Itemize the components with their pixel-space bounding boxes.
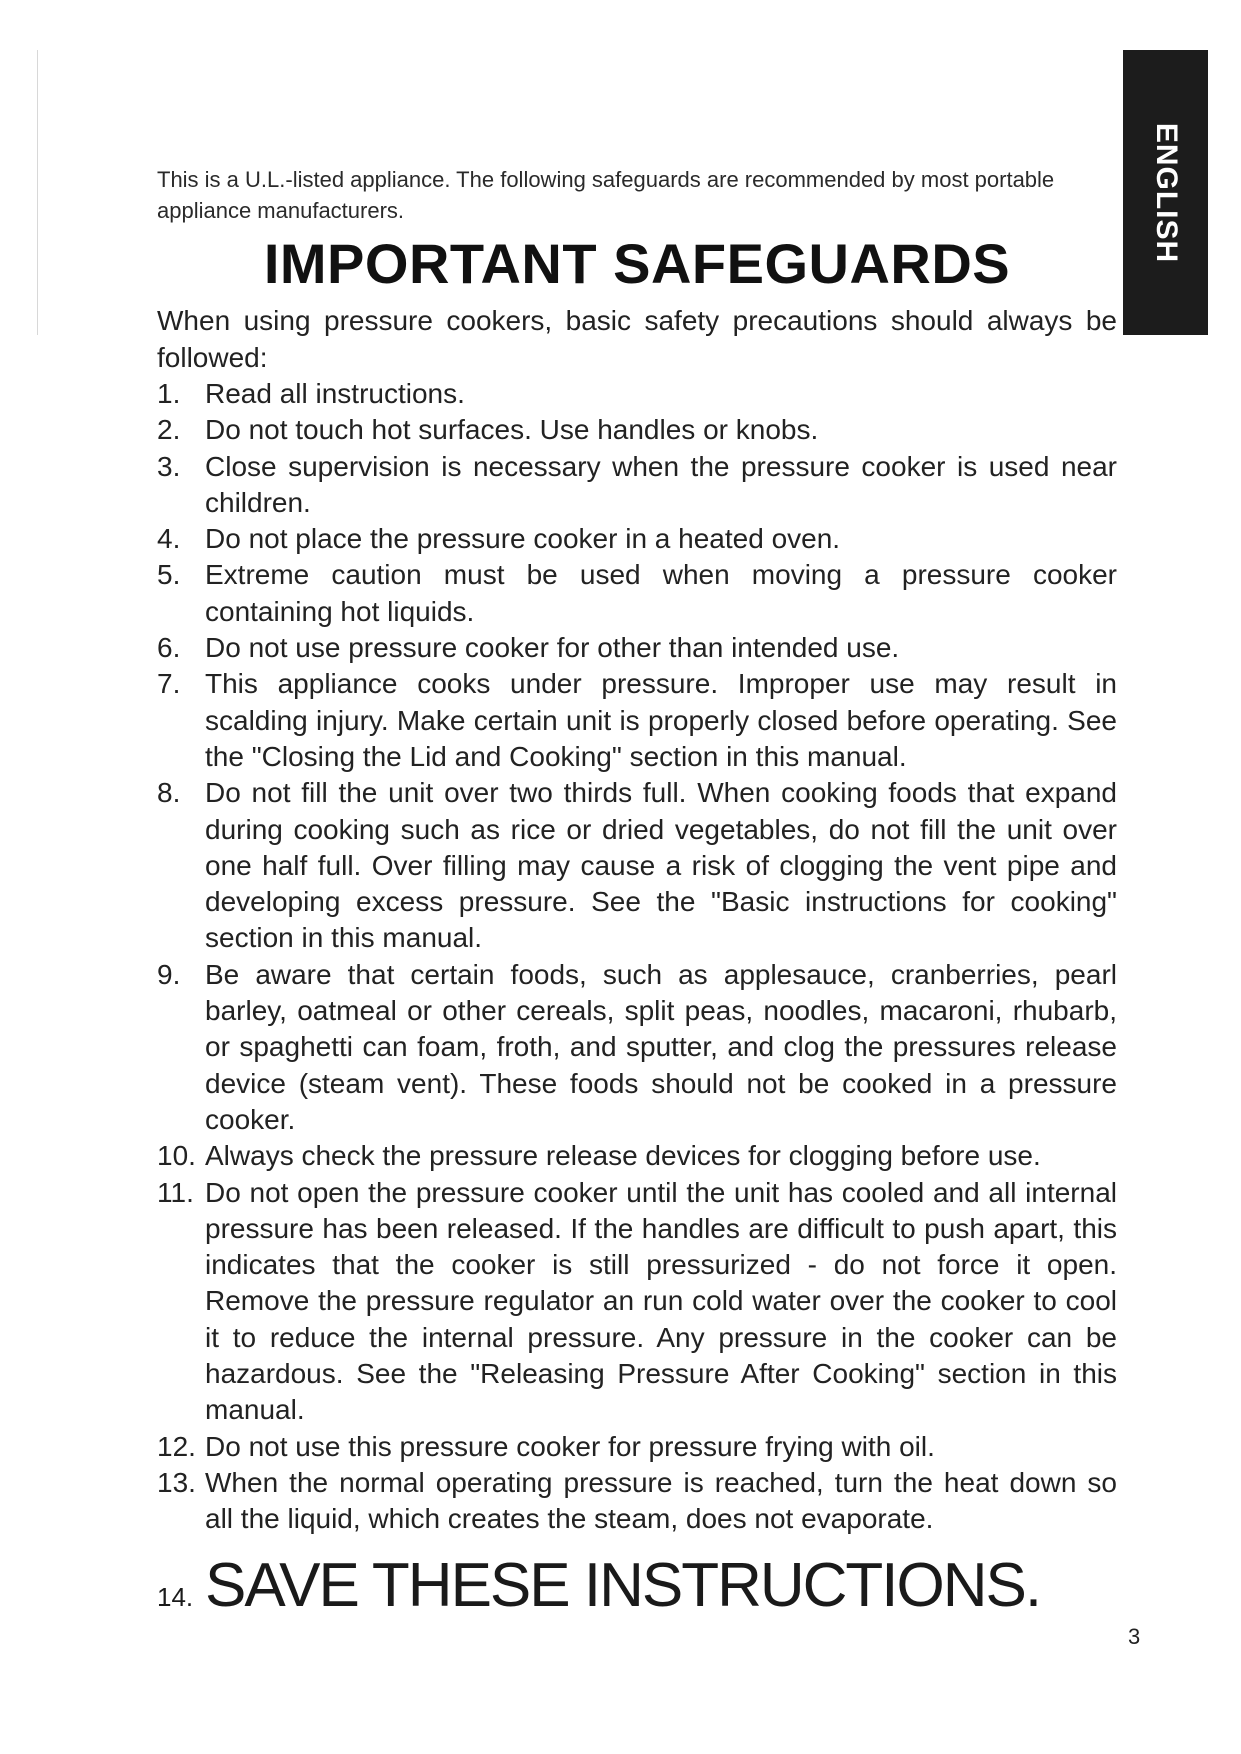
page-number: 3 (1128, 1624, 1141, 1649)
item-text: When the normal operating pressure is reached, turn the heat down so all the liquid, which creates the steam, does not evaporate. (205, 1466, 1117, 1535)
list-item (157, 557, 1117, 630)
page-content (157, 164, 1117, 1622)
item-number: 9. (157, 958, 181, 990)
item-number: 8. (157, 777, 181, 809)
item-number: 4. (157, 523, 181, 555)
lead-text: When using pressure cookers, basic safety precautions should always be followed: (157, 305, 1117, 373)
item-text: Do not touch hot surfaces. Use handles or knobs. (205, 414, 819, 446)
item-text: Close supervision is necessary when the pressure cooker is used near children. (205, 450, 1117, 518)
list-item (157, 957, 1117, 1138)
item-text: Always check the pressure release devices for clogging before use. (205, 1140, 1041, 1172)
item-number: 11. (157, 1176, 194, 1208)
list-item (157, 376, 1117, 412)
final-item-number: 14. (157, 1581, 194, 1612)
margin-rule (37, 50, 38, 335)
item-number: 13. (157, 1466, 196, 1498)
item-number: 5. (157, 559, 181, 591)
list-item (157, 775, 1117, 956)
item-number: 10. (157, 1140, 196, 1172)
list-item (157, 521, 1117, 557)
item-text: Do not place the pressure cooker in a heated oven. (205, 523, 841, 555)
item-number: 1. (157, 378, 181, 409)
language-label: ENGLISH (1149, 122, 1183, 263)
item-number: 6. (157, 632, 181, 664)
item-number: 7. (157, 668, 181, 700)
list-item (157, 1429, 1117, 1465)
list-item (157, 1138, 1117, 1174)
final-item-text: SAVE THESE INSTRUCTIONS. (205, 1550, 1041, 1620)
list-item (157, 412, 1117, 448)
item-text: This appliance cooks under pressure. Improper use may result in scalding injury. Make certain unit is properly closed before operating. See the "Closing the Lid and Cooking" section in this manual. (205, 668, 1117, 772)
item-text: Do not use this pressure cooker for pressure frying with oil. (205, 1430, 935, 1462)
item-text: Read all instructions. (205, 378, 465, 409)
item-text: Do not open the pressure cooker until the unit has cooled and all internal pressure has been released. If the handles are difficult to push apart, this indicates that the cooker is still pressurized - do not force it open. Remove the pressure regulator an run cold water over the cooker to cool it to reduce the internal pressure. Any pressure in the cooker can be hazardous. See the "Releasing Pressure After Cooking" section in this manual. (205, 1176, 1117, 1426)
item-text: Do not use pressure cooker for other than intended use. (205, 632, 900, 664)
item-number: 3. (157, 450, 181, 482)
item-text: Be aware that certain foods, such as applesauce, cranberries, pearl barley, oatmeal or other cereals, split peas, noodles, macaroni, rhubarb, or spaghetti can foam, froth, and sputter, and clog the pressures release device (steam vent). These foods should not be cooked in a pressure cooker. (205, 958, 1117, 1135)
item-text: Extreme caution must be used when moving a pressure cooker containing hot liquids. (205, 559, 1117, 627)
item-text: Do not fill the unit over two thirds full. When cooking foods that expand during cooking such as rice or dried vegetables, do not fill the unit over one half full. Over filling may cause a risk of clogging the vent pipe and developing excess pressure. See the "Basic instructions for cooking" section in this manual. (205, 777, 1117, 954)
language-tab (1123, 50, 1208, 335)
item-number: 12. (157, 1430, 196, 1462)
list-item (157, 666, 1117, 775)
page-title: IMPORTANT SAFEGUARDS (263, 232, 1011, 295)
safeguards-list (157, 376, 1117, 1538)
intro-text: This is a U.L.-listed appliance. The following safeguards are recommended by most portable appliance manufacturers. (157, 167, 1055, 223)
list-item (157, 630, 1117, 666)
list-item (157, 1175, 1117, 1429)
final-item (157, 1550, 1117, 1622)
list-item (157, 449, 1117, 522)
list-item (157, 1465, 1117, 1538)
item-number: 2. (157, 414, 181, 446)
